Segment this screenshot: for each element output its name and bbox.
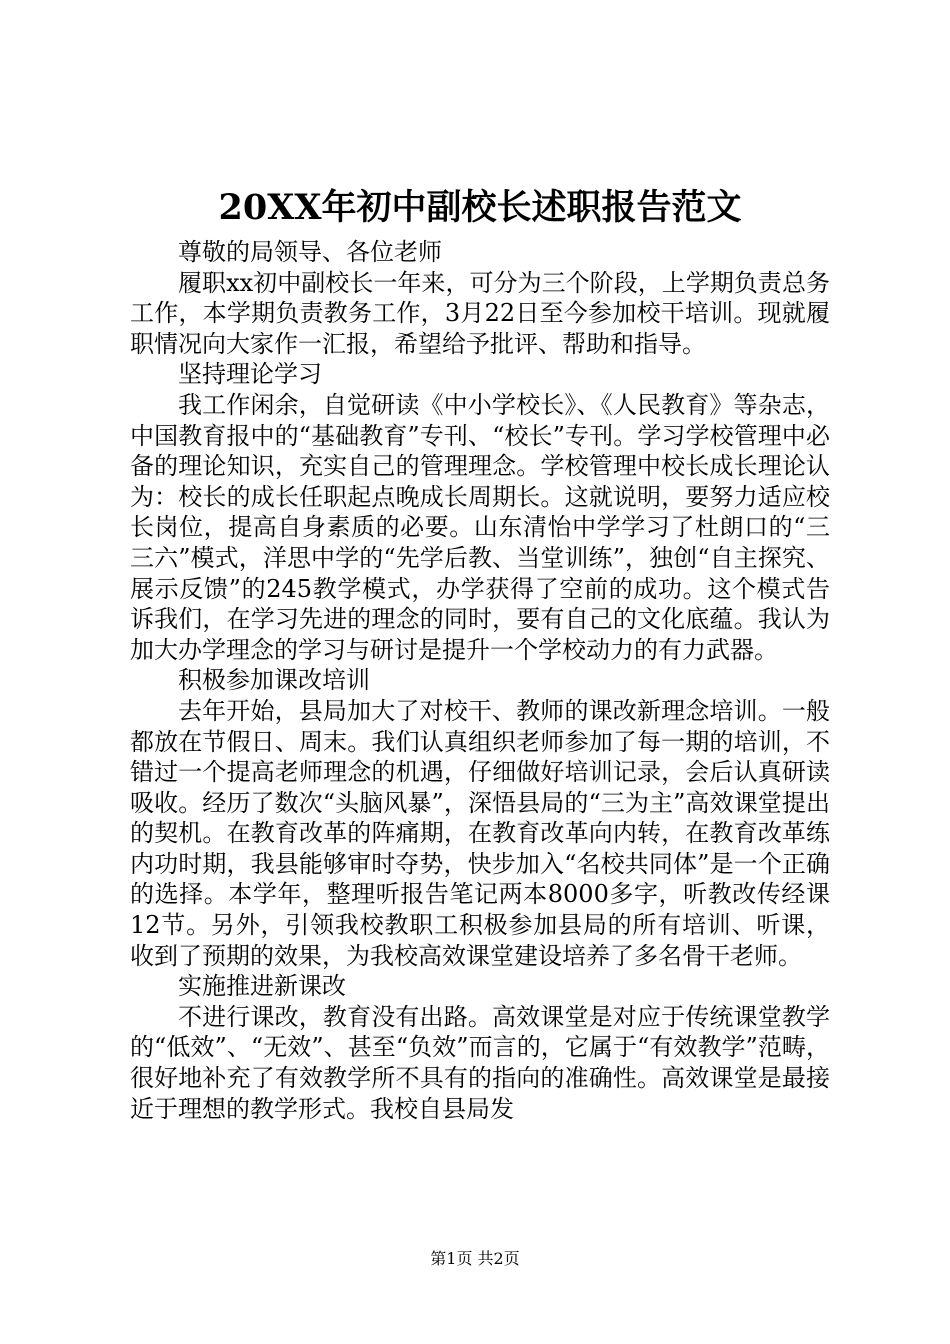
paragraph-reform: 不进行课改，教育没有出路。高效课堂是对应于传统课堂教学的“低效”、“无效”、甚至“负效”而言的，它属于“有效教学”范畴，很好地补充了有效教学所不具有的指向的准确性。高效课堂是最接近于理想的教学形式。我校自县局发 <box>130 1002 830 1123</box>
salutation: 尊敬的局领导、各位老师 <box>178 238 442 266</box>
paragraph-training: 去年开始，县局加大了对校干、教师的课改新理念培训。一般都放在节假日、周末。我们认真组织老师参加了每一期的培训，不错过一个提高老师理念的机遇，仔细做好培训记录，会后认真研读吸收。经历了数次“头脑风暴”，深悟县局的“三为主”高效课堂提出的契机。在教育改革的阵痛期，在教育改革向内转，在教育改革练内功时期，我县能够审时夺势，快步加入“名校共同体”是一个正确的选择。本学年，整理听报告笔记两本8000多字，听教改传经课12节。另外，引领我校教职工积极参加县局的所有培训、听课，收到了预期的效果，为我校高效课堂建设培养了多名骨干老师。 <box>130 696 830 970</box>
section-heading-reform: 实施推进新课改 <box>178 972 346 1001</box>
paragraph-intro: 履职xx初中副校长一年来，可分为三个阶段，上学期负责总务工作，本学期负责教务工作，3月22日至今参加校干培训。现就履职情况向大家作一汇报，希望给予批评、帮助和指导。 <box>130 268 830 358</box>
document-body <box>130 237 830 1124</box>
paragraph-theory: 我工作闲余，自觉研读《中小学校长》、《人民教育》等杂志，中国教育报中的“基础教育”专刊、“校长”专刊。学习学校管理中必备的理论知识，充实自己的管理理念。学校管理中校长成长理论认为：校长的成长任职起点晚成长周期长。这就说明，要努力适应校长岗位，提高自身素质的必要。山东清怡中学学习了杜朗口的“三三六”模式，洋思中学的“先学后教、当堂训练”，独创“自主探究、展示反馈”的245教学模式，办学获得了空前的成功。这个模式告诉我们，在学习先进的理念的同时，要有自己的文化底蕴。我认为加大办学理念的学习与研讨是提升一个学校动力的有力武器。 <box>130 390 830 664</box>
page-footer: 第1页 共2页 <box>430 1249 520 1268</box>
document-title: 20XX年初中副校长述职报告范文 <box>218 187 742 228</box>
section-heading-training: 积极参加课改培训 <box>178 666 370 695</box>
section-heading-theory: 坚持理论学习 <box>178 360 322 389</box>
